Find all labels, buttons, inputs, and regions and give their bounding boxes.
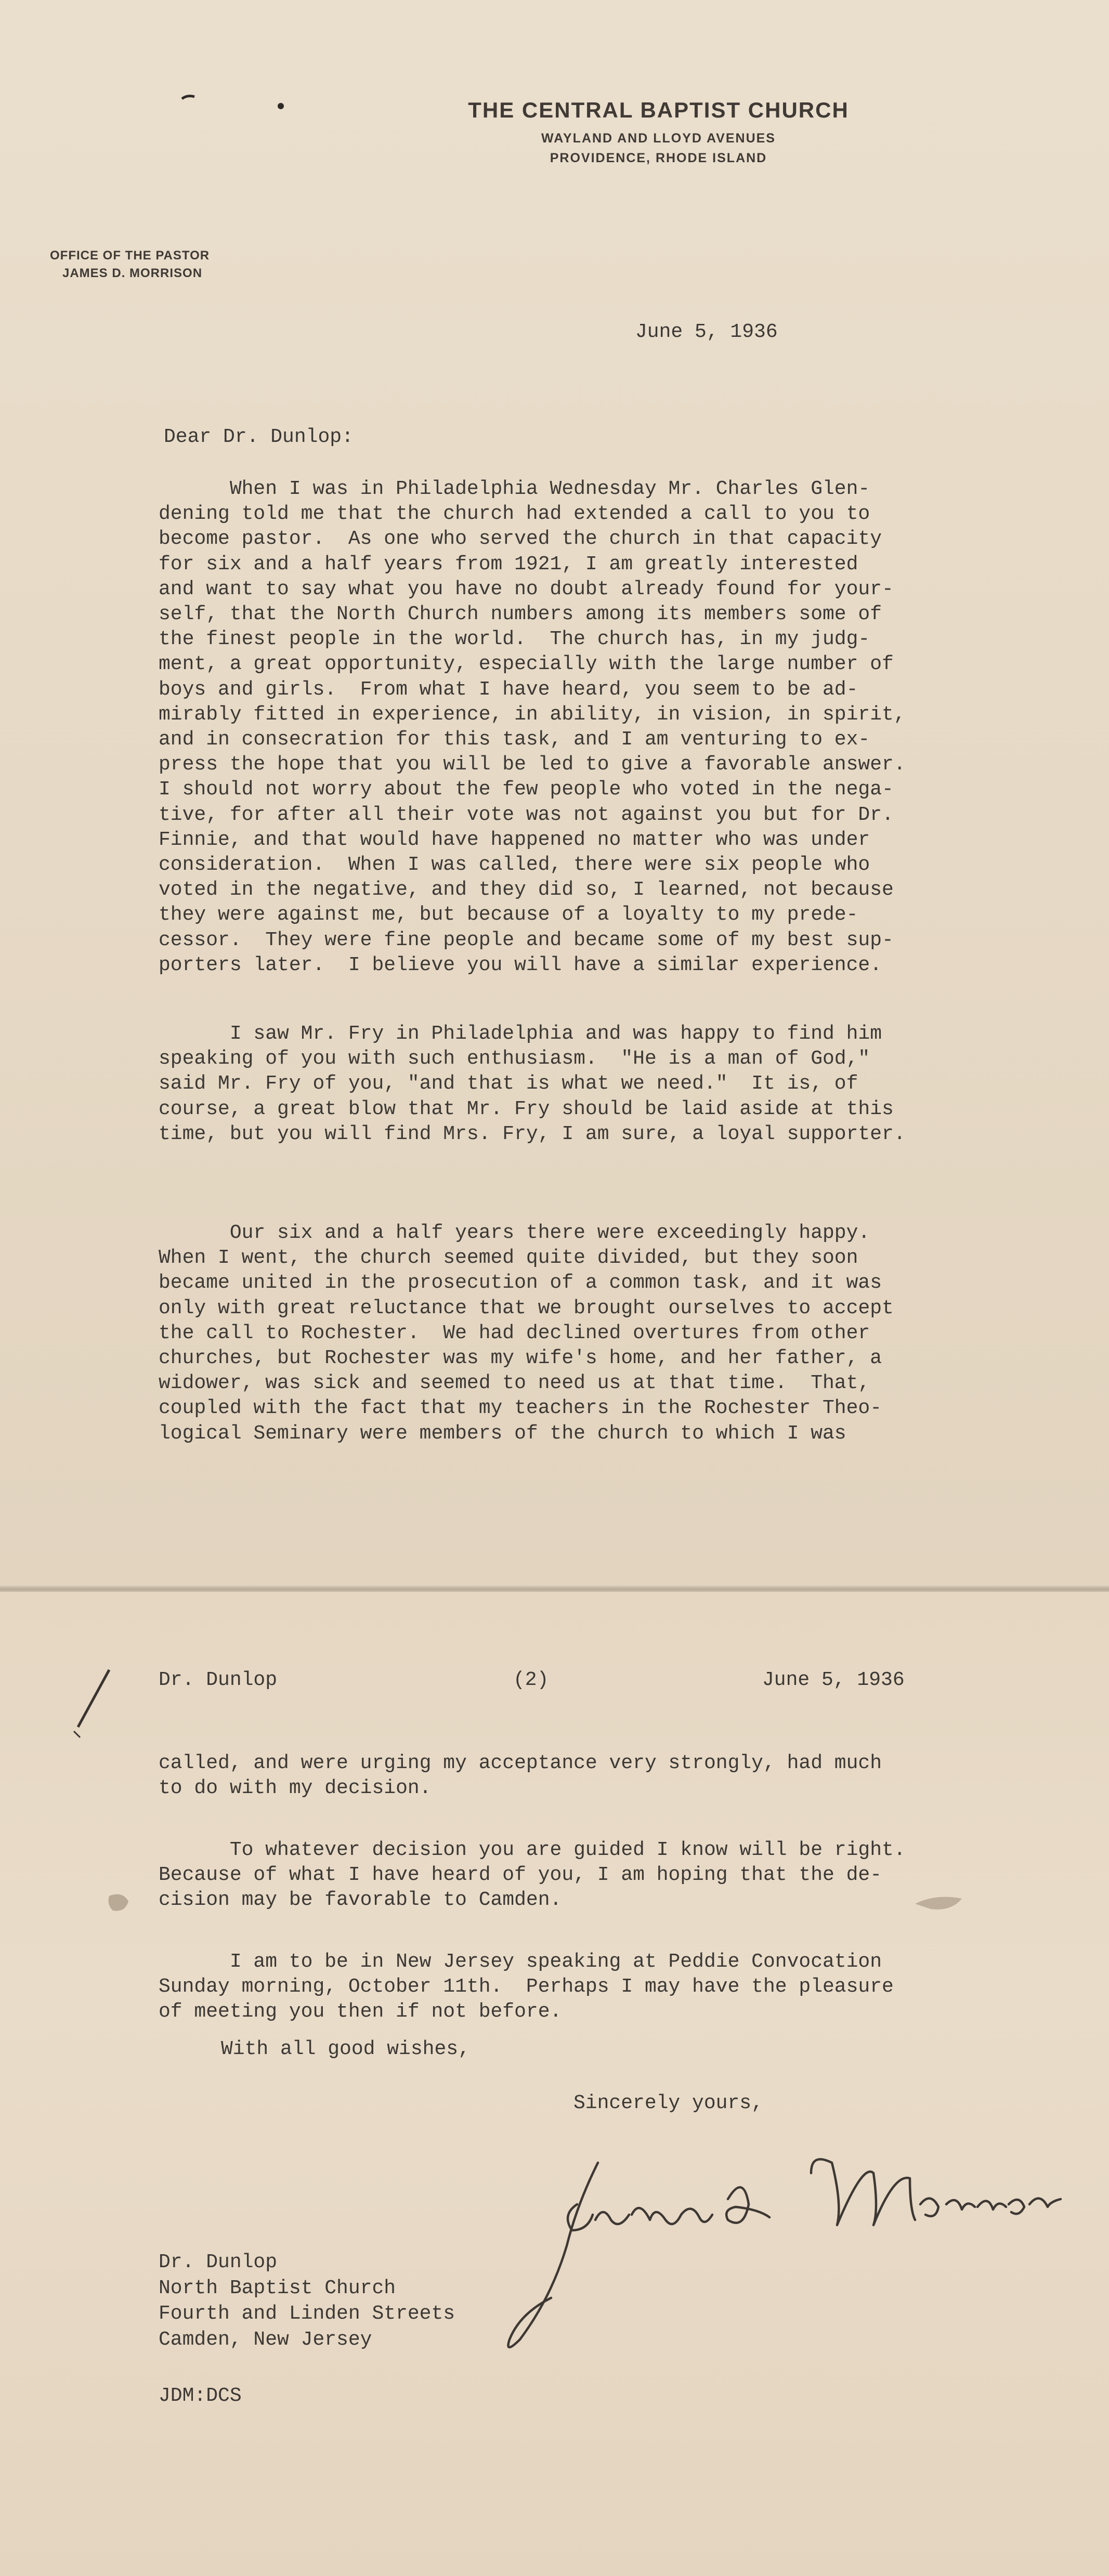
page-2-header-name: Dr. Dunlop bbox=[159, 1669, 278, 1691]
paper-blemish-mark bbox=[177, 87, 296, 119]
closing-line: Sincerely yours, bbox=[573, 2092, 763, 2114]
handwritten-signature bbox=[499, 2142, 1081, 2360]
letterhead-address-line-1: WAYLAND AND LLOYD AVENUES bbox=[541, 131, 776, 146]
paper-stain-mark bbox=[101, 1886, 138, 1922]
body-paragraph-1: When I was in Philadelphia Wednesday Mr. Charles Glen- dening told me that the church had extended a call to you to become pastor. As one who served the church in that capacity for six and a half years from 1921, I am greatly interested and want to say what you have no doubt already found for your- self, that the North Church numbers among its members some of the finest people in the world. The church has, in my judg- ment, a great opportunity, especially with the large number of boys and girls. From what I have heard, you seem to be ad- mirably fitted in experience, in ability, in vision, in spirit, and in consecration for this task, and I am venturing to ex- press the hope that you will be led to give a favorable answer. I should not worry about the few people who voted in the nega- tive, for after all their vote was not against you but for Dr. Finnie, and that would have happened no matter who was under consideration. When I was called, there were six people who voted in the negative, and they did so, I learned, not because they were against me, but because of a loyalty to my prede- cessor. They were fine people and became some of my best sup- porters later. I believe you will have a similar experience. bbox=[159, 478, 906, 976]
paper-stain-mark bbox=[910, 1888, 972, 1919]
letter-page-2 bbox=[0, 1592, 1109, 2576]
body-paragraph-6: I am to be in New Jersey speaking at Peddie Convocation Sunday morning, October 11th. Perhaps I may have the pleasure of meeting you then if not before. bbox=[159, 1951, 894, 2023]
pencil-mark bbox=[62, 1665, 120, 1743]
letterhead-church-name: THE CENTRAL BAPTIST CHURCH bbox=[468, 98, 849, 122]
page-2-header-date: June 5, 1936 bbox=[762, 1669, 905, 1691]
pastor-name-label: JAMES D. MORRISON bbox=[62, 266, 203, 280]
body-paragraph-5: To whatever decision you are guided I know will be right. Because of what I have heard of you, I am hoping that the de- cision may be favorable to Camden. bbox=[159, 1839, 906, 1912]
body-paragraph-3: Our six and a half years there were exceedingly happy. When I went, the church seemed quite divided, but they soon became united in the prosecution of a common task, and it was only with great reluctance that we brought ourselves to accept the call to Rochester. We had declined overtures from other churches, but Rochester was my wife's home, and her father, a widower, was sick and seemed to need us at that time. That, coupled with the fact that my teachers in the Rochester Theo- logical Seminary were members of the church to which I was bbox=[159, 1222, 894, 1445]
salutation: Dear Dr. Dunlop: bbox=[164, 426, 354, 448]
body-paragraph-2: I saw Mr. Fry in Philadelphia and was happy to find him speaking of you with such enthusiasm. "He is a man of God," said Mr. Fry of you, "and that is what we need." It is, of course, a great blow that Mr. Fry should be laid aside at this time, but you will find Mrs. Fry, I am sure, a loyal supporter. bbox=[159, 1023, 906, 1145]
page-number: (2) bbox=[513, 1669, 549, 1691]
good-wishes-line: With all good wishes, bbox=[221, 2038, 470, 2060]
letterhead-address-line-2: PROVIDENCE, RHODE ISLAND bbox=[550, 151, 767, 165]
typist-initials: JDM:DCS bbox=[159, 2385, 242, 2407]
body-paragraph-4: called, and were urging my acceptance very strongly, had much to do with my decision. bbox=[159, 1752, 882, 1800]
letter-date: June 5, 1936 bbox=[635, 321, 778, 343]
office-of-pastor-label: OFFICE OF THE PASTOR bbox=[50, 249, 210, 263]
recipient-address-block: Dr. Dunlop North Baptist Church Fourth and Linden Streets Camden, New Jersey bbox=[159, 2251, 455, 2351]
